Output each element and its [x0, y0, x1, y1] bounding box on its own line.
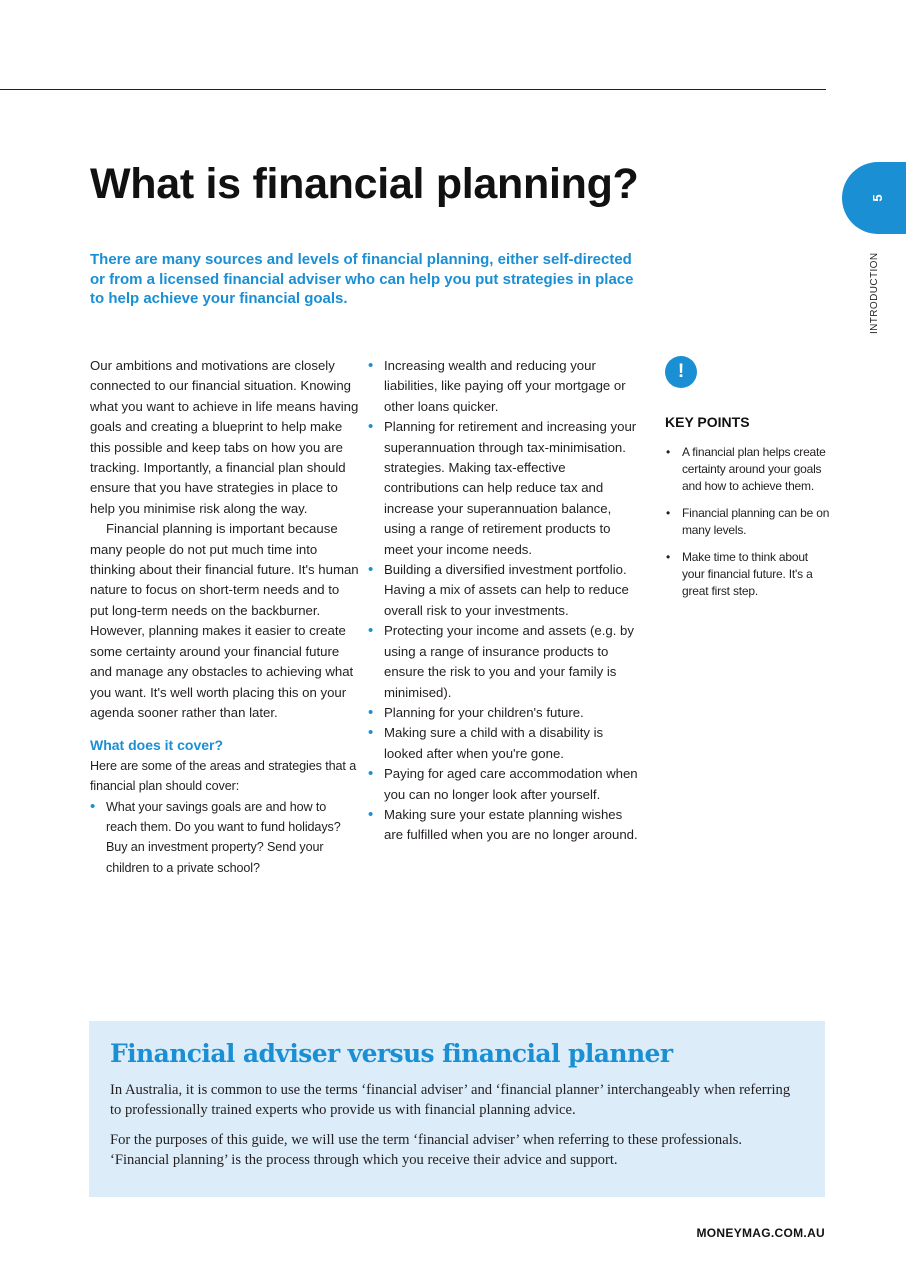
body-paragraph-1: Our ambitions and motivations are closely connected to our financial situation. Knowing what you want to achieve in life means having goals and creating a blueprint to help make this possible and keep tabs on how you are tracking. Importantly, a financial plan should ensure that you have strategies in place to help you minimise risk along the way.	[90, 358, 359, 516]
chapter-number: 5	[870, 194, 885, 202]
list-item: • Protecting your income and assets (e.g. by using a range of insurance products to ensure the risk to you and your family is minimised).	[368, 621, 638, 703]
cover-list-part-1	[90, 797, 360, 879]
section-label-container	[868, 244, 882, 334]
section-label: INTRODUCTION	[869, 252, 880, 334]
list-item: • What your savings goals are and how to reach them. Do you want to fund holidays? Buy an investment property? Send your children to a private school?	[90, 797, 360, 879]
body-column-2	[368, 356, 638, 846]
exclamation-icon: !	[665, 356, 697, 388]
footer-site: MONEYMAG.COM.AU	[696, 1226, 825, 1240]
list-item: • Increasing wealth and reducing your liabilities, like paying off your mortgage or other loans quicker.	[368, 356, 638, 417]
intro-text: There are many sources and levels of financial planning, either self-directed or from a licensed financial adviser who can help you put strategies in place to help achieve your financial goals.	[90, 251, 634, 307]
callout-paragraph-1: In Australia, it is common to use the terms ‘financial adviser’ and ‘financial planner’ interchangeably when referring to professionally trained experts who provide us with financial planning advice.	[110, 1082, 791, 1118]
list-item: • Making sure a child with a disability is looked after when you're gone.	[368, 723, 638, 764]
page-title: What is financial planning?	[90, 160, 639, 208]
key-point-item: • Make time to think about your financial future. It's a great first step.	[665, 549, 830, 600]
list-item: • Planning for your children's future.	[368, 703, 638, 723]
key-points-list	[665, 444, 830, 610]
key-point-item: • Financial planning can be on many levels.	[665, 505, 830, 539]
callout-title: Financial adviser versus financial planner	[110, 1039, 673, 1068]
cover-list-part-2	[368, 356, 638, 846]
subhead-what-does-it-cover: What does it cover?	[90, 737, 224, 754]
body-paragraph-2: Financial planning is important because many people do not put much time into thinking about their financial future. It's human nature to focus on short-term needs and to put long-term needs on the backburner. However, planning makes it easier to create some certainty around your financial future and manage any obstacles to achieving what you want. It's well worth placing this on your agenda sooner rather than later.	[90, 521, 359, 720]
body-column-1	[90, 356, 360, 878]
key-point-item: • A financial plan helps create certainty around your goals and how to achieve them.	[665, 444, 830, 495]
key-points-title: KEY POINTS	[665, 414, 750, 430]
top-rule	[0, 89, 826, 90]
list-item: • Building a diversified investment portfolio. Having a mix of assets can help to reduce overall risk to your investments.	[368, 560, 638, 621]
list-item: • Planning for retirement and increasing your superannuation through tax-minimisation. strategies. Making tax-effective contributions can help reduce tax and increase your superannuation balance, using a range of retirement products to meet your income needs.	[368, 417, 638, 560]
cover-intro: Here are some of the areas and strategies that a financial plan should cover:	[90, 758, 357, 794]
list-item: • Paying for aged care accommodation when you can no longer look after yourself.	[368, 764, 638, 805]
callout-box	[89, 1021, 825, 1197]
callout-paragraph-2: For the purposes of this guide, we will use the term ‘financial adviser’ when referring to these professionals. ‘Financial planning’ is the process through which you receive their advice and support.	[110, 1132, 743, 1168]
list-item: • Making sure your estate planning wishes are fulfilled when you are no longer around.	[368, 805, 638, 846]
